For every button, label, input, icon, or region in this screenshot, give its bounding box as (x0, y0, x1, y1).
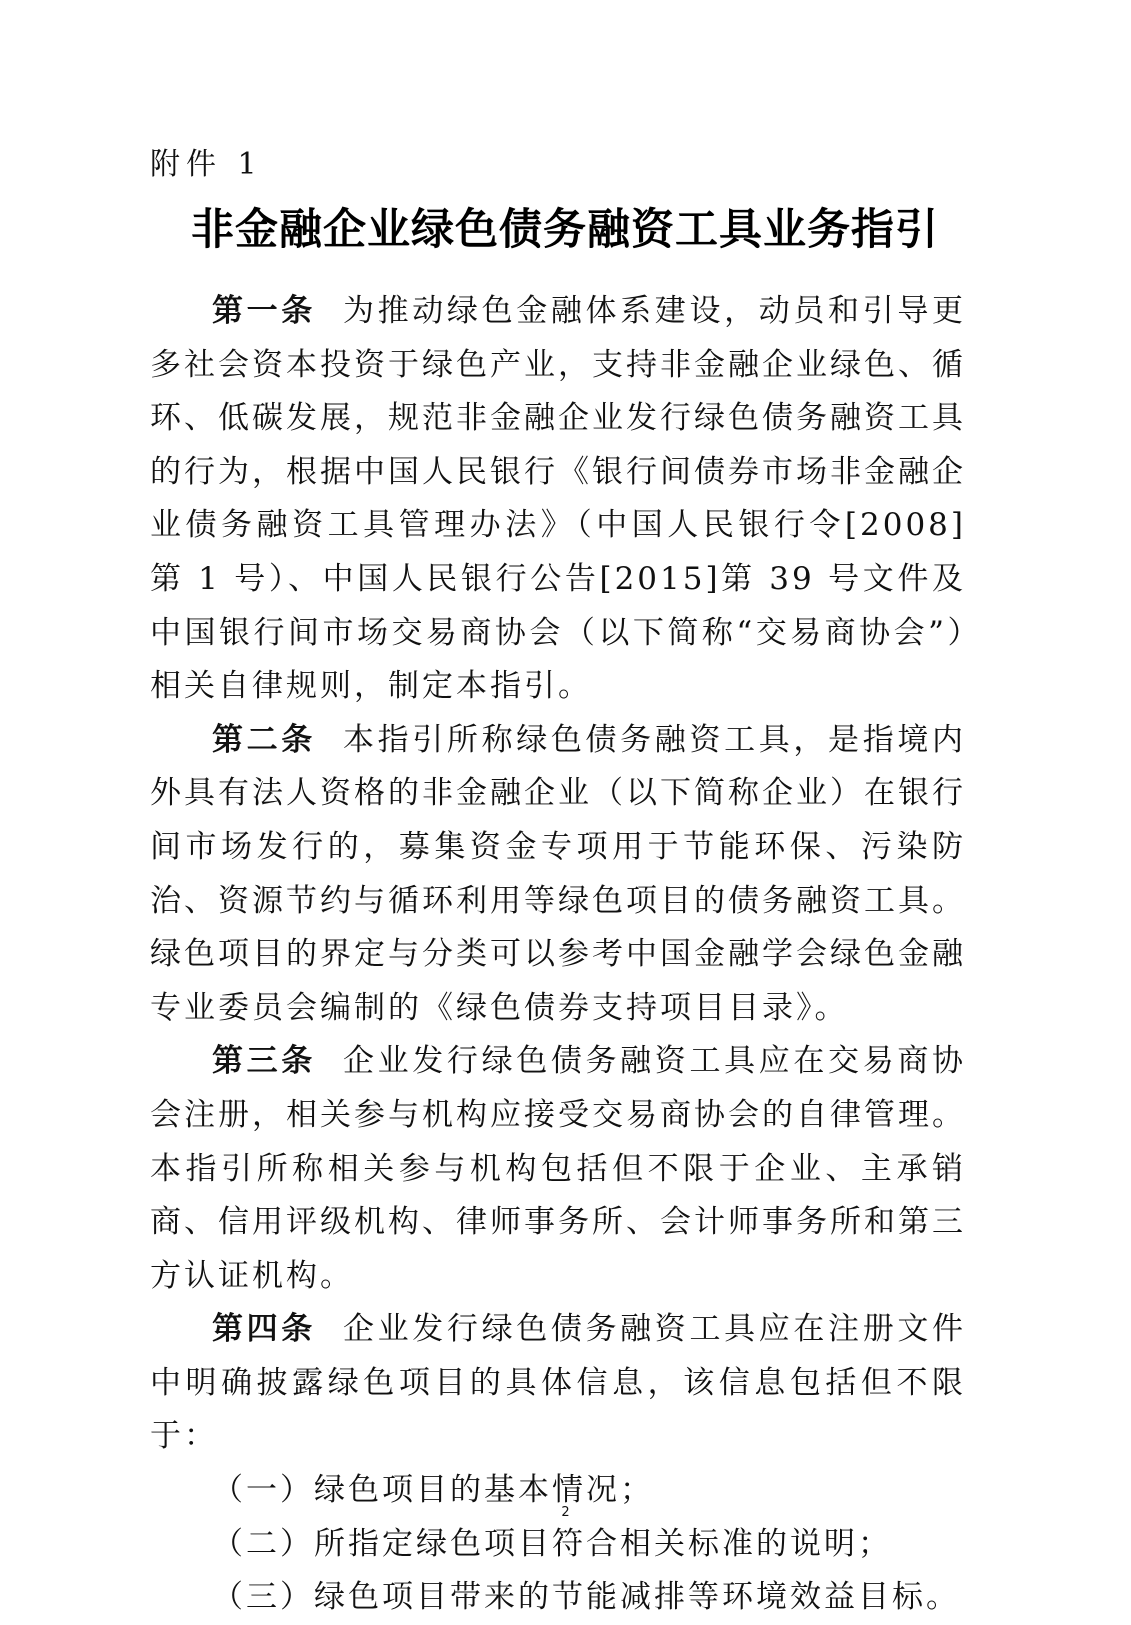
document-body (150, 285, 966, 1625)
article-2-text: 本指引所称绿色债务融资工具，是指境内外具有法人资格的非金融企业（以下简称企业）在银行间市场发行的，募集资金专项用于节能环保、污染防治、资源节约与循环利用等绿色项目的债务融资工具。绿色项目的界定与分类可以参考中国金融学会绿色金融专业委员会编制的《绿色债券支持项目目录》。 (150, 721, 967, 1026)
article-3 (150, 1035, 966, 1303)
document-title: 非金融企业绿色债务融资工具业务指引 (191, 205, 939, 255)
article-4-text: 企业发行绿色债务融资工具应在注册文件中明确披露绿色项目的具体信息，该信息包括但不限于： (150, 1311, 967, 1455)
list-item: （二）所指定绿色项目符合相关标准的说明； (212, 1525, 892, 1562)
article-1-lead: 第一条 (212, 293, 316, 329)
article-2 (150, 714, 966, 1036)
article-1-text: 为推动绿色金融体系建设，动员和引导更多社会资本投资于绿色产业，支持非金融企业绿色、循环、低碳发展，规范非金融企业发行绿色债务融资工具的行为，根据中国人民银行《银行间债券市场非金融企业债务融资工具管理办法》（中国人民银行令[2008]第 1 号）、中国人民银行公告[2015]第 39 号文件及中国银行间市场交易商协会（以下简称“交易商协会”）相关自律规则，制定本指引。 (150, 293, 967, 705)
article-3-lead: 第三条 (212, 1043, 316, 1080)
article-4 (150, 1303, 966, 1464)
list-item: （三）绿色项目带来的节能减排等环境效益目标。 (212, 1579, 960, 1616)
page-number: 2 (561, 1505, 570, 1520)
attachment-label: 附件 1 (150, 147, 263, 182)
article-1 (150, 285, 966, 714)
article-4-lead: 第四条 (212, 1311, 316, 1348)
list-item: （一）绿色项目的基本情况； (212, 1472, 654, 1509)
article-3-text: 企业发行绿色债务融资工具应在交易商协会注册，相关参与机构应接受交易商协会的自律管理。本指引所称相关参与机构包括但不限于企业、主承销商、信用评级机构、律师事务所、会计师事务所和第三方认证机构。 (150, 1043, 967, 1294)
article-2-lead: 第二条 (212, 721, 316, 758)
